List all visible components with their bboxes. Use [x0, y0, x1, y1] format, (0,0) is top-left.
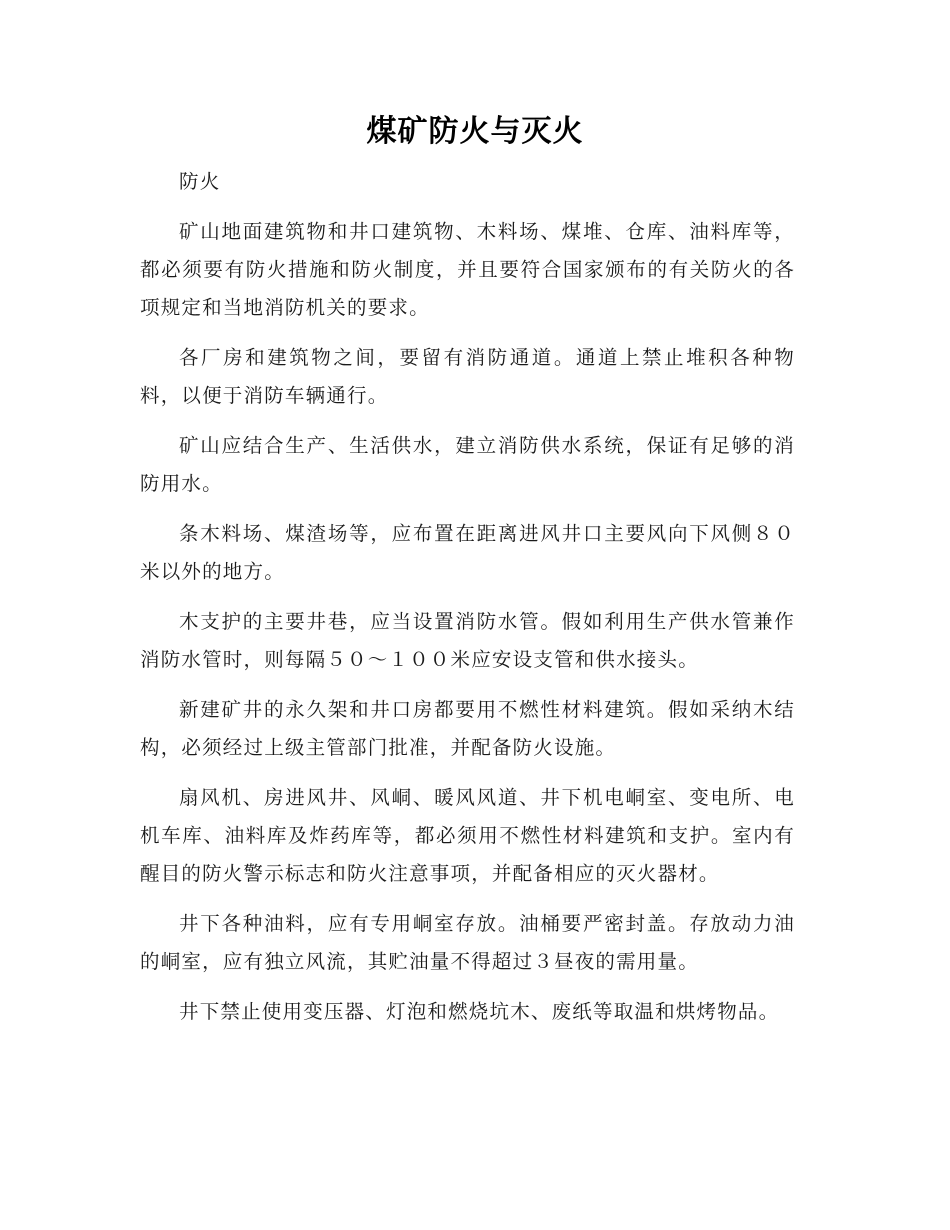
paragraph: 矿山应结合生产、生活供水，建立消防供水系统，保证有足够的消防用水。: [140, 434, 795, 495]
document-title: 煤矿防火与灭火: [366, 114, 584, 149]
paragraph: 井下禁止使用变压器、灯泡和燃烧坑木、废纸等取温和烘烤物品。: [179, 1000, 780, 1023]
paragraph: 扇风机、房进风井、风峒、暖风风道、井下机电峒室、变电所、电机车库、油料库及炸药库等，都必须用不燃性材料建筑和支护。室内有醒目的防火警示标志和防火注意事项，并配备相应的灭火器材。: [140, 786, 795, 885]
paragraph: 井下各种油料，应有专用峒室存放。油桶要严密封盖。存放动力油的峒室，应有独立风流，其贮油量不得超过３昼夜的需用量。: [140, 912, 795, 973]
paragraph-section-heading: 防火: [179, 170, 221, 193]
paragraph: 木支护的主要井巷，应当设置消防水管。假如利用生产供水管兼作消防水管时，则每隔５０～１００米应安设支管和供水接头。: [140, 610, 795, 671]
document-body: [140, 163, 795, 1043]
paragraph: 各厂房和建筑物之间，要留有消防通道。通道上禁止堆积各种物料，以便于消防车辆通行。: [140, 346, 795, 407]
paragraph: 新建矿井的永久架和井口房都要用不燃性材料建筑。假如采纳木结构，必须经过上级主管部门批准，并配备防火设施。: [140, 698, 795, 759]
paragraph: 条木料场、煤渣场等，应布置在距离进风井口主要风向下风侧８０米以外的地方。: [140, 522, 795, 583]
paragraph: 矿山地面建筑物和井口建筑物、木料场、煤堆、仓库、油料库等，都必须要有防火措施和防火制度，并且要符合国家颁布的有关防火的各项规定和当地消防机关的要求。: [140, 220, 795, 319]
